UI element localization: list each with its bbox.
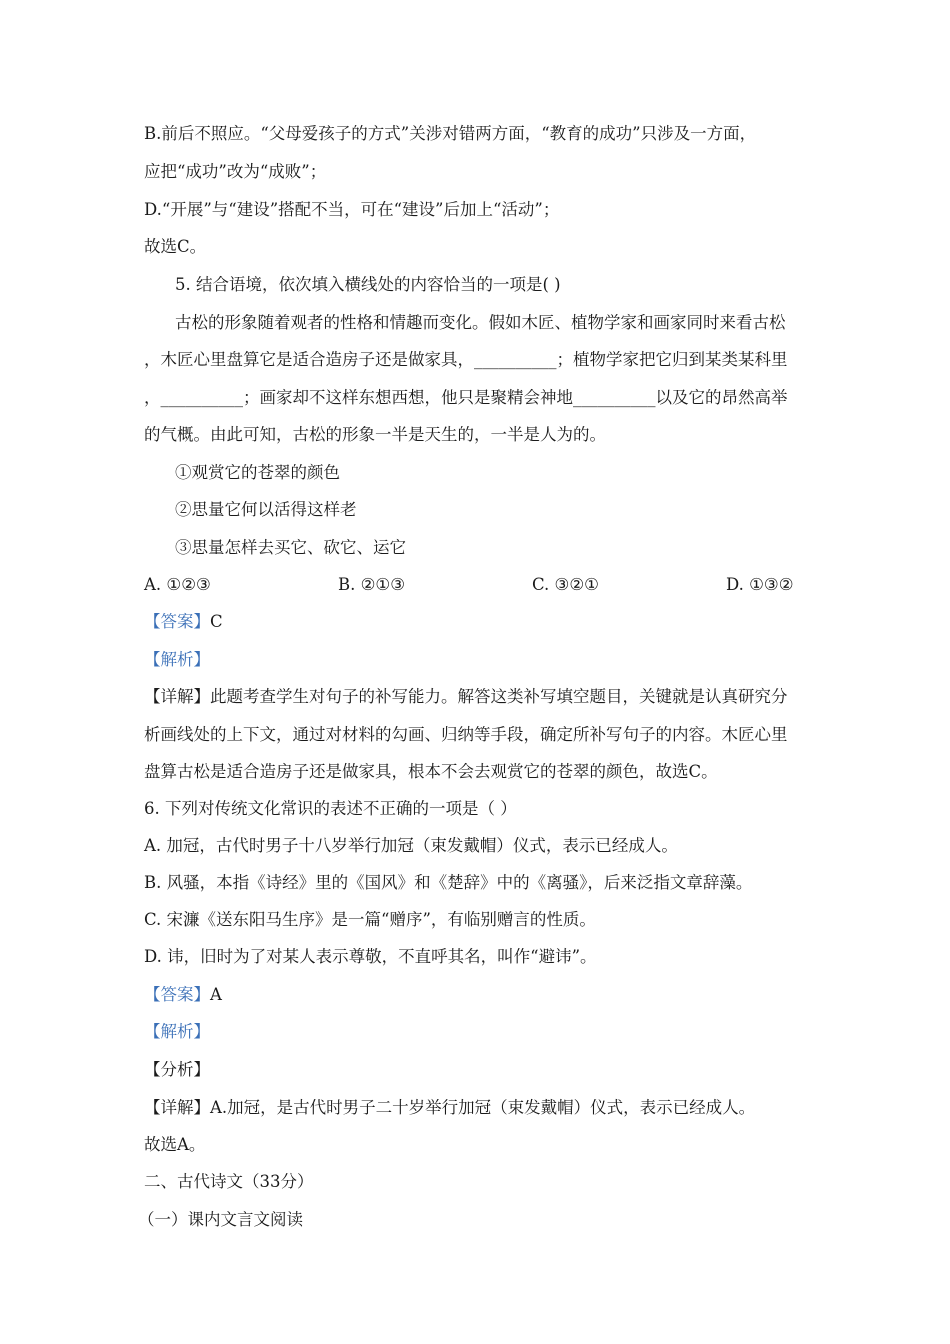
q5-passage-line: 的气概。由此可知，古松的形象一半是天生的，一半是人为的。 (144, 425, 606, 444)
q4-analysis-b-cont: 应把“成功”改为“成败”； (144, 162, 327, 181)
q5-passage-line: ，__________；画家却不这样东想西想，他只是聚精会神地__________以及它的昂然高举 (144, 388, 788, 407)
q5-item: ③思量怎样去买它、砍它、运它 (175, 538, 406, 557)
q6-detail: 【详解】A.加冠，是古代时男子二十岁举行加冠（束发戴帽）仪式，表示已经成人。 (144, 1098, 756, 1117)
q6-stem: 6. 下列对传统文化常识的表述不正确的一项是（ ） (144, 799, 517, 818)
section-title: 二、古代诗文（33分） (144, 1172, 314, 1191)
answer-value: C (210, 612, 223, 631)
q6-option-c: C. 宋濂《送东阳马生序》是一篇“赠序”，有临别赠言的性质。 (144, 910, 596, 929)
q5-answer (144, 610, 223, 634)
q6-option-b: B. 风骚，本指《诗经》里的《国风》和《楚辞》中的《离骚》，后来泛指文章辞藻。 (144, 873, 753, 892)
q5-detail-line: 【详解】此题考查学生对句子的补写能力。解答这类补写填空题目，关键就是认真研究分 (144, 687, 788, 706)
q4-analysis-d: D.“开展”与“建设”搭配不当，可在“建设”后加上“活动”； (144, 200, 560, 219)
q6-analysis-tag: 【解析】 (144, 1022, 210, 1041)
q6-option-d: D. 讳，旧时为了对某人表示尊敬，不直呼其名，叫作“避讳”。 (144, 947, 597, 966)
q5-detail-line: 析画线处的上下文，通过对材料的勾画、归纳等手段，确定所补写句子的内容。木匠心里 (144, 725, 788, 744)
q5-detail-line: 盘算古松是适合造房子还是做家具，根本不会去观赏它的苍翠的颜色，故选C。 (144, 762, 718, 781)
section-subtitle: （一）课内文言文阅读 (138, 1210, 303, 1229)
answer-value: A (210, 985, 222, 1004)
q6-fenxi-tag: 【分析】 (144, 1060, 210, 1079)
q5-stem: 5. 结合语境，依次填入横线处的内容恰当的一项是( ) (175, 275, 561, 294)
q6-conclusion: 故选A。 (144, 1135, 206, 1154)
q5-option-c: C. ③②① (532, 575, 599, 594)
q5-passage-line: ，木匠心里盘算它是适合造房子还是做家具，__________；植物学家把它归到某类某科里 (144, 350, 788, 369)
q4-analysis-b: B.前后不照应。“父母爱孩子的方式”关涉对错两方面，“教育的成功”只涉及一方面， (144, 124, 757, 143)
q4-conclusion: 故选C。 (144, 237, 207, 256)
q5-analysis-tag: 【解析】 (144, 650, 210, 669)
q5-item: ②思量它何以活得这样老 (175, 500, 357, 519)
answer-tag: 【答案】 (144, 985, 210, 1004)
q5-passage-line: 古松的形象随着观者的性格和情趣而变化。假如木匠、植物学家和画家同时来看古松 (175, 313, 786, 332)
q5-option-b: B. ②①③ (338, 575, 405, 594)
q5-option-d: D. ①③② (726, 575, 794, 594)
answer-tag: 【答案】 (144, 612, 210, 631)
q6-option-a: A. 加冠，古代时男子十八岁举行加冠（束发戴帽）仪式，表示已经成人。 (144, 836, 678, 855)
q6-answer (144, 983, 222, 1007)
q5-option-a: A. ①②③ (144, 575, 211, 594)
q5-item: ①观赏它的苍翠的颜色 (175, 463, 340, 482)
